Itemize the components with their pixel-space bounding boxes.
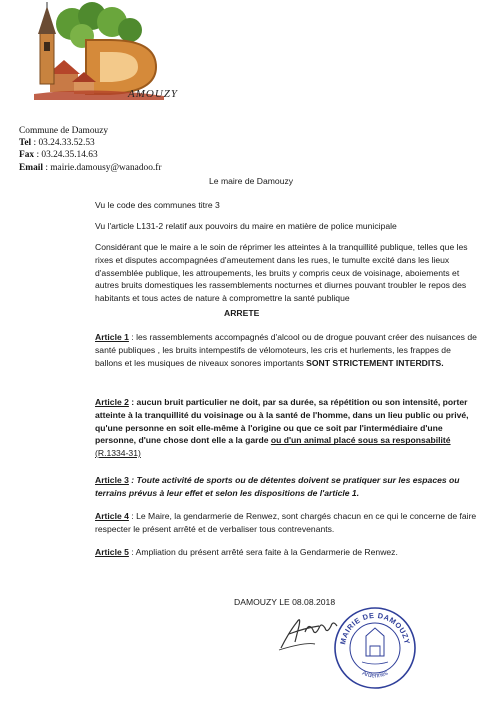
email-line [19, 162, 161, 174]
phone-number: : 03.24.33.52.53 [31, 138, 95, 149]
article-2-label: Article 2 [95, 397, 129, 407]
vu-article-line: Vu l'article L131-2 relatif aux pouvoirs du maire en matière de police municipale [95, 221, 397, 231]
article-1-label: Article 1 [95, 332, 129, 342]
commune-name: Commune de Damouzy [19, 126, 109, 136]
article-2-reference: (R.1334-31) [95, 448, 141, 459]
article-2-underlined: ou d'un animal placé sous sa responsabilité [270, 435, 451, 446]
logo-wordmark: AMOUZY [128, 88, 179, 100]
article-3-text: : Toute activité de sports ou de détentes doivent se pratiquer sur les espaces ou terrains prévus à leur effet et selon les dispositions de l'article 1. [95, 475, 460, 498]
email-address: : mairie.damousy@wanadoo.fr [42, 162, 162, 173]
article-3-label: Article 3 [95, 475, 129, 485]
email-label: Email [19, 162, 43, 173]
arrete-title: ARRETE [224, 308, 260, 318]
article-5-label: Article 5 [95, 547, 129, 557]
article-3 [95, 474, 477, 500]
article-4-label: Article 4 [95, 511, 129, 521]
article-2-text: : aucun bruit particulier ne doit, par sa durée, sa répétition ou son intensité, porter atteinte à la tranquillité du voisinage ou à la santé de l'homme, dans un lieu public ou privé, qu'une personne en soit elle-même à l'origine ou que ce soit par l'intermédiaire d'une personne, d'une chose dont elle a la garde [95, 397, 469, 446]
stamp-bottom-text: Ardennes [360, 669, 390, 680]
phone-label: Tel [19, 138, 32, 149]
article-4 [95, 510, 477, 536]
commune-logo [14, 2, 184, 108]
article-5-text: : Ampliation du présent arrêté sera faite à la Gendarmerie de Renwez. [128, 547, 398, 557]
phone-line [19, 137, 161, 149]
article-1 [95, 331, 477, 369]
fax-label: Fax [19, 150, 35, 161]
date-line: DAMOUZY LE 08.08.2018 [234, 597, 336, 607]
considerant-paragraph: Considérant que le maire a le soin de réprimer les atteintes à la tranquillité publique, telles que les rixes et disputes accompagnées d'ameutement dans les rues, le tumulte excité dans les lieux d'assemblée publique, les attroupements, les bruits y compris ceux de voisinage, aboiements et autres bruits domestiques les rassemblements nocturnes et diurnes pouvant troubler le repos des habitants et tous actes de nature à compromettre la santé publique [95, 242, 468, 304]
article-5 [95, 546, 477, 559]
article-2 [95, 396, 477, 460]
article-1-text: : les rassemblements accompagnés d'alcool ou de drogue pouvant créer des nuisances de santé publiques , les bruits intempestifs de vélomoteurs, les cris et hurlements, les frappes de ballons et les musiques de niveaux sonores importants [95, 332, 477, 368]
stamp-top-text: MAIRIE DE DAMOUZY [338, 610, 412, 646]
article-1-bold: SONT STRICTEMENT INTERDITS. [306, 357, 444, 368]
article-4-text: : Le Maire, la gendarmerie de Renwez, sont chargés chacun en ce qui le concerne de faire respecter le présent arrêté et de verbaliser tous contrevenants. [95, 511, 477, 534]
svg-text:Ardennes [361, 670, 389, 680]
vu-code-line: Vu le code des communes titre 3 [95, 200, 220, 210]
mairie-stamp [332, 604, 418, 692]
authority-line: Le maire de Damouzy [209, 176, 294, 186]
fax-line [19, 149, 161, 161]
fax-number: : 03.24.35.14.63 [34, 150, 98, 161]
letterhead [19, 125, 161, 174]
